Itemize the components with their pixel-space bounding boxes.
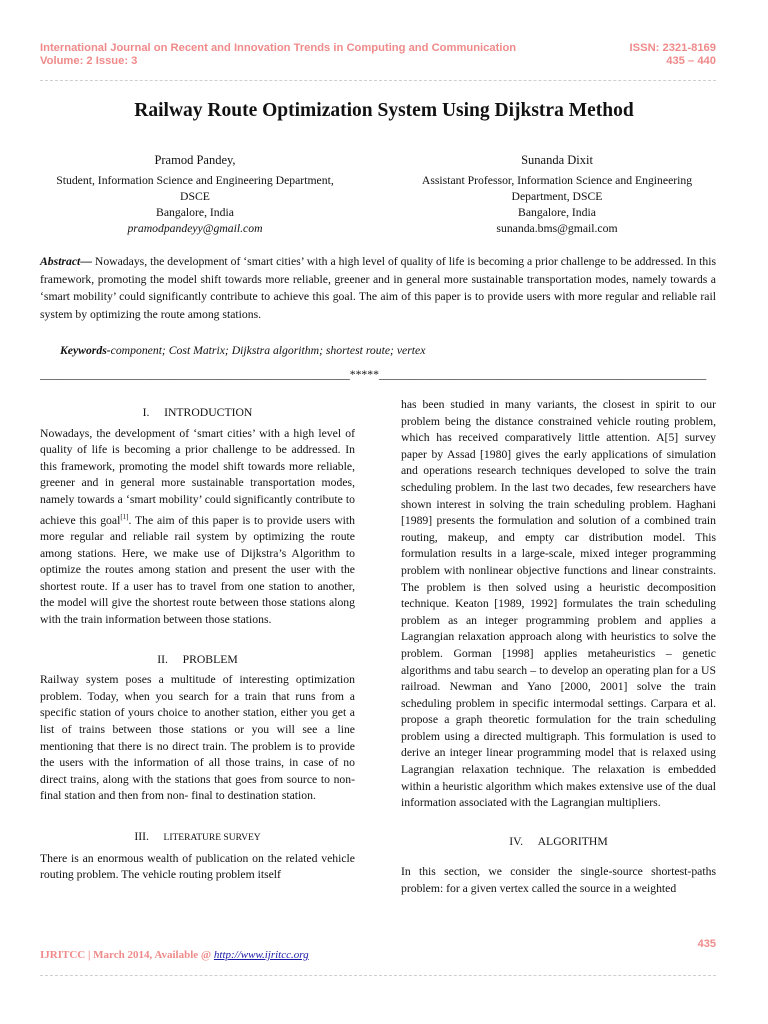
journal-volume: Volume: 2 Issue: 3 [40, 55, 138, 67]
author-block-1 [25, 152, 365, 237]
author-name: Sunanda Dixit [521, 153, 593, 167]
right-column [401, 397, 716, 898]
introduction-paragraph: Nowadays, the development of ‘smart cities’ with a high level of quality of life is becoming a prior challenge to be addressed. In this framework, promoting the model shift towards more reliable, greener and in general more sustainable transportation modes, namely towards a ‘smart mobility’ could significantly contribute to achieve this goal[1]. The aim of this paper is to provide users with more regular and reliable rail system by optimizing the route among stations. Here, we make use of Dijkstra’s Algorithm to optimize the routes among station and present the user with the shortest route. If a user has to travel from one station to another, the model will give the shortest route between those stations along with the train information between those stations. [40, 426, 355, 627]
journal-name: International Journal on Recent and Innovation Trends in Computing and Communication [40, 42, 517, 54]
page-number: 435 [697, 938, 716, 950]
footer-link[interactable]: http://www.ijritcc.org [213, 949, 309, 961]
section-heading-problem: II. PROBLEM [157, 652, 238, 666]
section-heading-algorithm: IV. ALGORITHM [509, 834, 608, 848]
separator-stars: ***** [349, 368, 379, 381]
keywords-text: component; Cost Matrix; Dijkstra algorithm; shortest route; vertex [110, 344, 426, 357]
footer-rule [40, 975, 716, 976]
keywords [60, 344, 425, 357]
author-location: Bangalore, India [156, 206, 234, 219]
abstract-dash: — [80, 255, 92, 268]
header-rule [40, 80, 716, 81]
author-affiliation: Student, Information Science and Engineering Department, DSCE [56, 174, 334, 203]
algorithm-paragraph: In this section, we consider the single-source shortest-paths problem: for a given vertex called the source in a weighted [401, 865, 716, 896]
section-heading-introduction: I. INTRODUCTION [142, 406, 253, 419]
journal-pages: 435 – 440 [666, 55, 716, 67]
left-column [40, 405, 355, 884]
paper-title: Railway Route Optimization System Using Dijkstra Method [134, 100, 634, 121]
section-separator [40, 368, 712, 381]
abstract-text: Nowadays, the development of ‘smart cities’ with a high level of quality of life is becoming a prior challenge to be addressed. In this framework, promoting the model shift towards more reliable, greener and in general more sustainable transportation modes, namely towards a ‘smart mobility’ could significantly contribute to achieve this goal. The aim of this paper is to provide users with more regular and reliable rail system by optimizing the route among stations. [40, 255, 716, 321]
author-location: Bangalore, India [518, 206, 596, 219]
author-affiliation: Assistant Professor, Information Science and Engineering Department, DSCE [421, 174, 693, 203]
keywords-label: Keywords- [60, 344, 111, 357]
abstract [40, 253, 716, 323]
separator-left: _____________________________________________________ [40, 368, 350, 381]
journal-issn: ISSN: 2321-8169 [629, 42, 716, 54]
section-heading-literature: III. LITERATURE SURVEY [134, 829, 261, 843]
literature-paragraph-continued: has been studied in many variants, the closest in spirit to our problem being the distance constrained vehicle routing problem, which has received comparatively little attention. A[5] survey paper by Assad [1980] gives the early applications of simulation and operations research techniques developed to solve the train scheduling problem. In the last two decades, few researchers have shown interest in solving the train scheduling problem. Haghani [1989] presents the formulation and solution of a combined train routing, makeup, and empty car distribution model. This formulation results in a large-scale, mixed integer programming problem with nonlinear objective functions and linear constraints. The problem is then solved using a heuristic decomposition technique. Keaton [1989, 1992] formulates the train scheduling problem as an integer programming problem and applies a Lagrangian relaxation approach along with heuristics to solve the problem. Gorman [1998] applies metaheuristics – genetic algorithms and tabu search – to develop an operating plan for a US railroad. Newman and Yano [2000, 2001] solve the train scheduling problem in specific intermodal settings. Carpara et al. propose a graph theoretic formulation for the train scheduling problem using a directed multigraph. This formulation is used to derive an integer linear programming model that is relaxed using Lagrangian relaxation technique. The relaxation is embedded within a heuristic algorithm which makes extensive use of the dual information associated with the Lagrangian multipliers. [401, 398, 716, 810]
footer-text: IJRITCC | March 2014, Available @ [40, 949, 214, 961]
author-name: Pramod Pandey, [154, 153, 236, 167]
author-block-2 [387, 152, 727, 237]
separator-right: ________________________________________________________ [378, 368, 707, 381]
citation: [1] [120, 512, 129, 521]
problem-paragraph: Railway system poses a multitude of interesting optimization problem. Today, when you search for a train that runs from a specific station of yours choice to another station, either you get a list of trains between those stations or you will see a line mentioning that there is no direct train. The problem is to provide the users with the information of all those trains, in case of no direct trains, along with the stations that goes from source to non-final station and then from non- final to destination station. [40, 673, 355, 803]
abstract-label: Abstract [40, 255, 81, 268]
footer [40, 949, 309, 961]
literature-paragraph-start: There is an enormous wealth of publication on the related vehicle routing problem. The vehicle routing problem itself [40, 851, 355, 882]
author-email: sunanda.bms@gmail.com [496, 222, 618, 235]
author-email: pramodpandeyy@gmail.com [127, 222, 263, 235]
